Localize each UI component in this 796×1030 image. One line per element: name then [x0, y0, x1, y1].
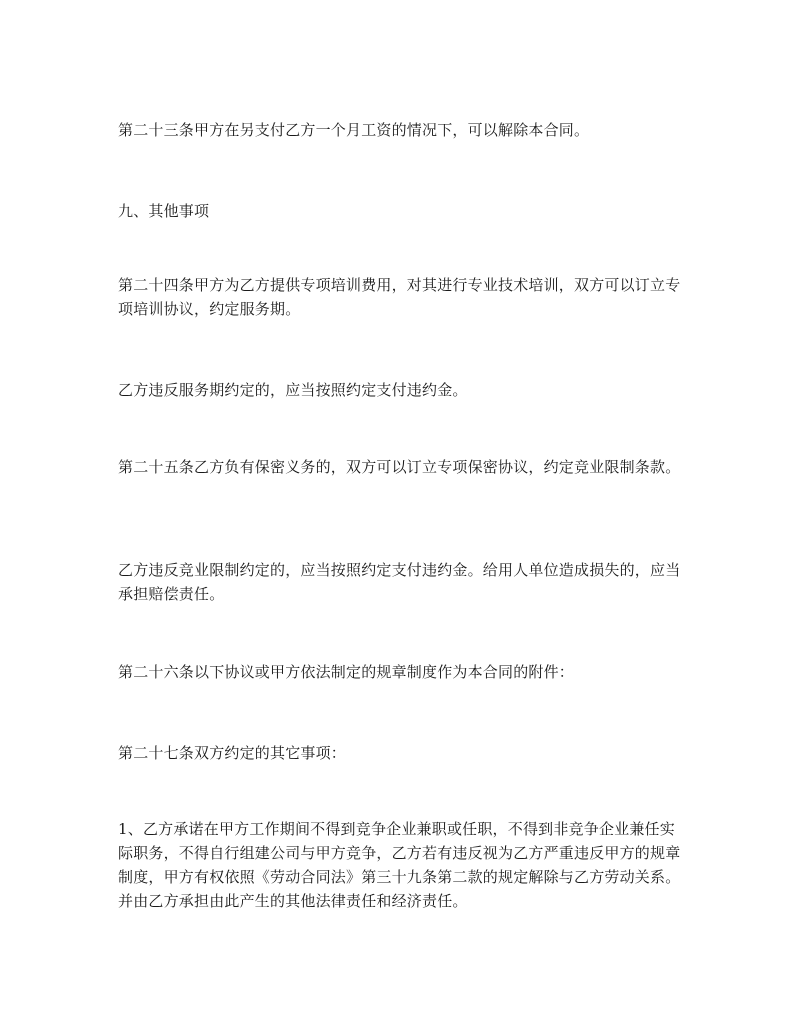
non-compete-breach-paragraph: 乙方违反竞业限制约定的，应当按照约定支付违约金。给用人单位造成损失的，应当承担赔偿责任。 — [118, 561, 681, 603]
article-25-paragraph: 第二十五条乙方负有保密义务的，双方可以订立专项保密协议，约定竞业限制条款。 — [118, 458, 681, 476]
service-period-breach-paragraph: 乙方违反服务期约定的，应当按照约定支付违约金。 — [118, 381, 468, 399]
section-heading-other-matters: 九、其他事项 — [118, 202, 210, 220]
clause-1-paragraph: 1、乙方承诺在甲方工作期间不得到竞争企业兼职或任职，不得到非竞争企业兼任实际职务，不得自行组建公司与甲方竞争，乙方若有违反视为乙方严重违反甲方的规章制度，甲方有权依照《劳动合同法》第三十九条第二款的规定解除与乙方劳动关系。并由乙方承担由此产生的其他法律责任和经济责任。 — [118, 820, 681, 910]
article-24-paragraph: 第二十四条甲方为乙方提供专项培训费用，对其进行专业技术培训，双方可以订立专项培训协议，约定服务期。 — [118, 276, 681, 318]
article-23-paragraph: 第二十三条甲方在另支付乙方一个月工资的情况下，可以解除本合同。 — [118, 121, 590, 139]
article-26-paragraph: 第二十六条以下协议或甲方依法制定的规章制度作为本合同的附件： — [118, 663, 575, 681]
article-27-paragraph: 第二十七条双方约定的其它事项： — [118, 744, 347, 762]
